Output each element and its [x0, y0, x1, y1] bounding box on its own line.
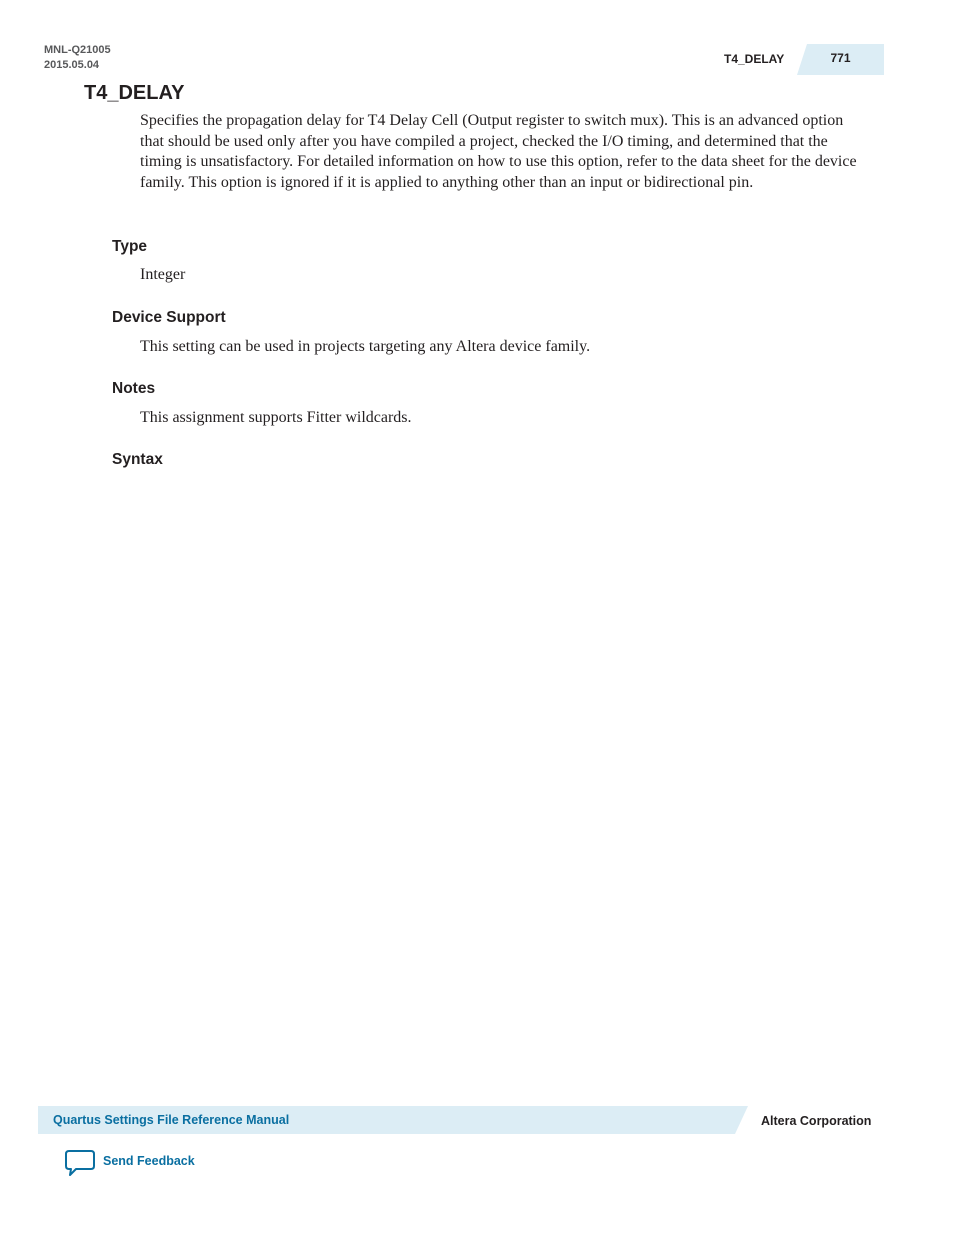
document-id-block	[44, 43, 111, 73]
syntax-heading: Syntax	[112, 451, 163, 468]
device-support-heading: Device Support	[112, 309, 226, 326]
device-support-text: This setting can be used in projects targeting any Altera device family.	[140, 338, 591, 355]
speech-bubble-icon	[64, 1149, 96, 1179]
topic-title: T4_DELAY	[84, 82, 185, 104]
page-number: 771	[830, 51, 851, 65]
footer-band	[38, 1106, 748, 1134]
page-number-tab	[797, 44, 884, 75]
notes-text: This assignment supports Fitter wildcards.	[140, 409, 412, 426]
notes-heading: Notes	[112, 380, 156, 397]
running-header-section: T4_DELAY	[724, 52, 785, 66]
topic-description: Specifies the propagation delay for T4 Delay Cell (Output register to switch mux). This is an advanced option that should be used only after you have compiled a project, checked the I/O timing, and determined that the timing is unsatisfactory. For detailed information on how to use this option, refer to the data sheet for the device family. This option is ignored if it is applied to anything other than an input or bidirectional pin.	[140, 112, 857, 191]
send-feedback-link[interactable]	[64, 1149, 224, 1179]
document-date: 2015.05.04	[44, 59, 100, 71]
company-name: Altera Corporation	[761, 1114, 872, 1128]
document-number: MNL-Q21005	[44, 44, 111, 56]
manual-title: Quartus Settings File Reference Manual	[53, 1113, 290, 1127]
type-value: Integer	[140, 266, 186, 283]
type-heading: Type	[112, 238, 148, 255]
send-feedback-label: Send Feedback	[103, 1154, 195, 1168]
